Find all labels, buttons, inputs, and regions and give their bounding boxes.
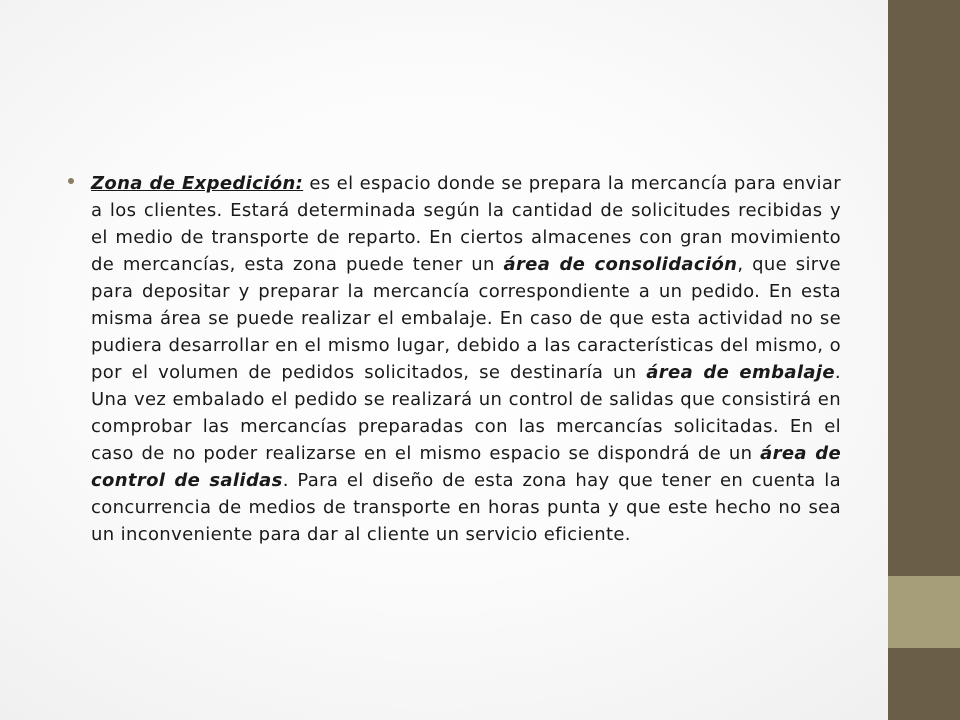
sidebar-decor-accent xyxy=(888,576,960,648)
term-consolidation-area: área de consolidación xyxy=(503,254,738,275)
sidebar-decor-top xyxy=(888,0,960,576)
paragraph-text-1: es el espacio donde se prepara la mercancía para enviar a los clientes. Estará determinada según la cantidad de solicitudes recibidas y el medio de transporte de reparto. En ciertos almacenes con gran movimiento de mercancías, esta zona puede tener un xyxy=(91,173,841,275)
bullet-item xyxy=(68,170,841,548)
term-packing-area: área de embalaje xyxy=(646,362,835,383)
zone-title: Zona de Expedición: xyxy=(91,173,304,194)
term-exit-control-area: área de control de salidas xyxy=(91,443,841,491)
paragraph-text-3: . Una vez embalado el pedido se realizará un control de salidas que consistirá en comprobar las mercancías preparadas con las mercancías solicitadas. En el caso de no poder realizarse en el mismo espacio se dispondrá de un xyxy=(91,362,841,464)
sidebar-decor-bottom xyxy=(888,648,960,720)
bullet-paragraph xyxy=(91,170,841,548)
slide-content xyxy=(68,170,841,548)
bullet-icon xyxy=(68,178,74,184)
paragraph-text-4: . Para el diseño de esta zona hay que tener en cuenta la concurrencia de medios de transporte en horas punta y que este hecho no sea un inconveniente para dar al cliente un servicio eficiente. xyxy=(91,470,841,545)
paragraph-text-2: , que sirve para depositar y preparar la mercancía correspondiente a un pedido. En esta misma área se puede realizar el embalaje. En caso de que esta actividad no se pudiera desarrollar en el mismo lugar, debido a las características del mismo, o por el volumen de pedidos solicitados, se destinaría un xyxy=(91,254,841,383)
